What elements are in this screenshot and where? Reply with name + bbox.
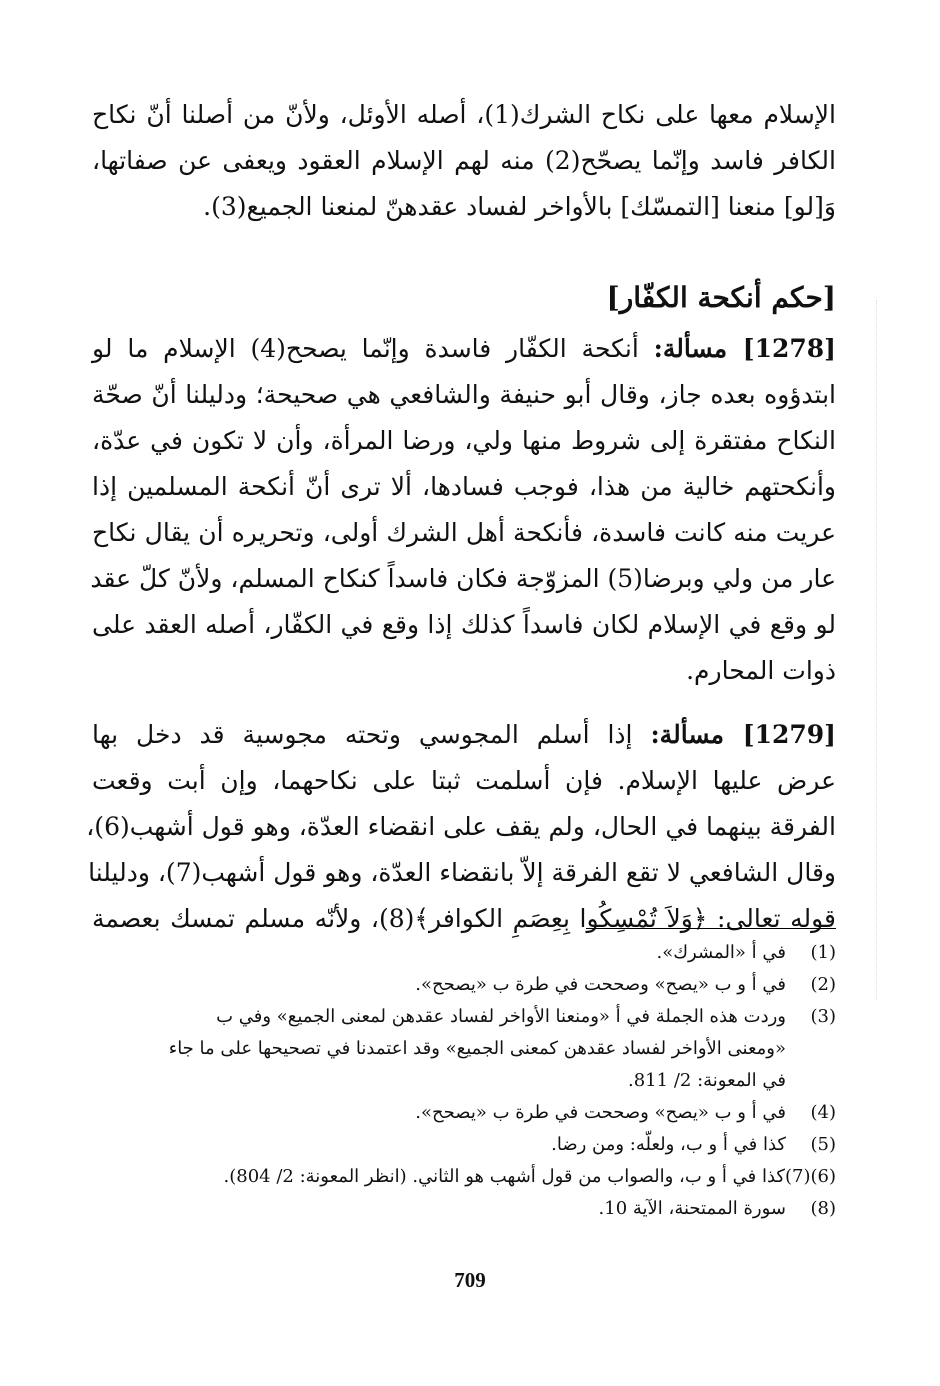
scan-edge-mark [876,300,878,1000]
footnote-number: (2) [810,974,836,995]
text-line: قوله تعالى: ﴿وَلاَ تُمْسِكُوا بِعِصَمِ الكوافر﴾(8)، ولأنّه مسلم تمسك بعصمة [92,904,836,933]
text-line: ذوات المحارم. [686,656,836,685]
footnote [100,1001,836,1097]
footnote [100,1129,836,1161]
intro-paragraph [92,92,836,230]
footnote-text: وردت هذه الجملة في أ «ومنعنا الأواخر لفساد عقدهن لمعنى الجميع» وفي ب [216,1006,786,1027]
section-heading: [حكم أنكحة الكفّار] [606,281,836,314]
footnote-text: في أ «المشرك». [656,942,786,963]
issue-number: [1279] مسألة: [650,720,836,749]
text-line: أنكحة الكفّار فاسدة وإنّما يصحح(4) الإسلام ما لو [92,334,639,363]
text-line: إذا أسلم المجوسي وتحته مجوسية قد دخل بها [92,720,633,749]
issue-number: [1278] مسألة: [653,334,836,363]
footnote-number: (4) [810,1102,836,1123]
footnote-number: (8) [810,1198,836,1219]
footnote-number: (1) [810,942,836,963]
footnote [100,969,836,1001]
footnote-text: «ومعنى الأواخر لفساد عقدهن كمعنى الجميع» وقد اعتمدنا في تصحيحها على ما جاء [168,1038,786,1059]
footnote-number: (5) [810,1134,836,1155]
footnote-separator [586,928,836,929]
text-line: عرض عليها الإسلام. فإن أسلمت ثبتا على نكاحهما، وإن أبت وقعت [92,766,836,795]
footnote [100,1193,836,1225]
footnote-text: في أ و ب «يصح» وصححت في طرة ب «يصحح». [415,1102,786,1123]
footnote-number: (6)(7) [784,1166,836,1187]
text-line: وقال الشافعي لا تقع الفرقة إلاّ بانقضاء العدّة، وهو قول أشهب(7)، ودليلنا [88,858,836,887]
text-line: الفرقة بينهما في الحال، ولم يقف على انقضاء العدّة، وهو قول أشهب(6)، [86,812,836,841]
footnotes [100,928,836,1225]
footnote-text: في المعونة: 2/ 811. [628,1070,786,1091]
text-line: وأنكحتهم خالية من هذا، فوجب فسادها، ألا ترى أنّ أنكحة المسلمين إذا [92,472,836,501]
issue-1279 [86,712,836,942]
footnote [100,1097,836,1129]
page-body [86,92,836,942]
footnote [100,937,836,969]
text-line: وَ[لو] منعنا [التمسّك] بالأواخر لفساد عقدهنّ لمنعنا الجميع(3). [203,192,836,221]
text-line: الإسلام معها على نكاح الشرك(1)، أصله الأوئل، ولأنّ من أصلنا أنّ نكاح [92,100,836,129]
text-line: الكافر فاسد وإنّما يصحّح(2) منه لهم الإسلام العقود ويعفى عن صفاتها، [92,146,836,175]
footnote-number: (3) [810,1006,836,1027]
footnote-text: في أ و ب «يصح» وصححت في طرة ب «يصحح». [415,974,786,995]
text-line: النكاح مفتقرة إلى شروط منها ولي، ورضا المرأة، وأن لا تكون في عدّة، [92,426,836,455]
issue-1278 [92,326,836,694]
text-line: ابتدؤوه بعده جاز، وقال أبو حنيفة والشافعي هي صحيحة؛ ودليلنا أنّ صحّة [92,380,836,409]
text-line: عار من ولي وبرضا(5) المزوّجة فكان فاسداً كنكاح المسلم، ولأنّ كلّ عقد [90,564,836,593]
footnote-text: كذا في أ و ب، والصواب من قول أشهب هو الثاني. (انظر المعونة: 2/ 804). [223,1166,785,1187]
footnote-text: سورة الممتحنة، الآية 10. [598,1198,786,1219]
page-number: 709 [454,1268,486,1292]
footnote-text: كذا في أ و ب، ولعلّه: ومن رضا. [551,1134,786,1155]
text-line: لو وقع في الإسلام لكان فاسداً كذلك إذا وقع في الكفّار، أصله العقد على [92,610,836,639]
footnote [100,1161,836,1193]
text-line: عريت منه كانت فاسدة، فأنكحة أهل الشرك أولى، وتحريره أن يقال نكاح [92,518,836,547]
